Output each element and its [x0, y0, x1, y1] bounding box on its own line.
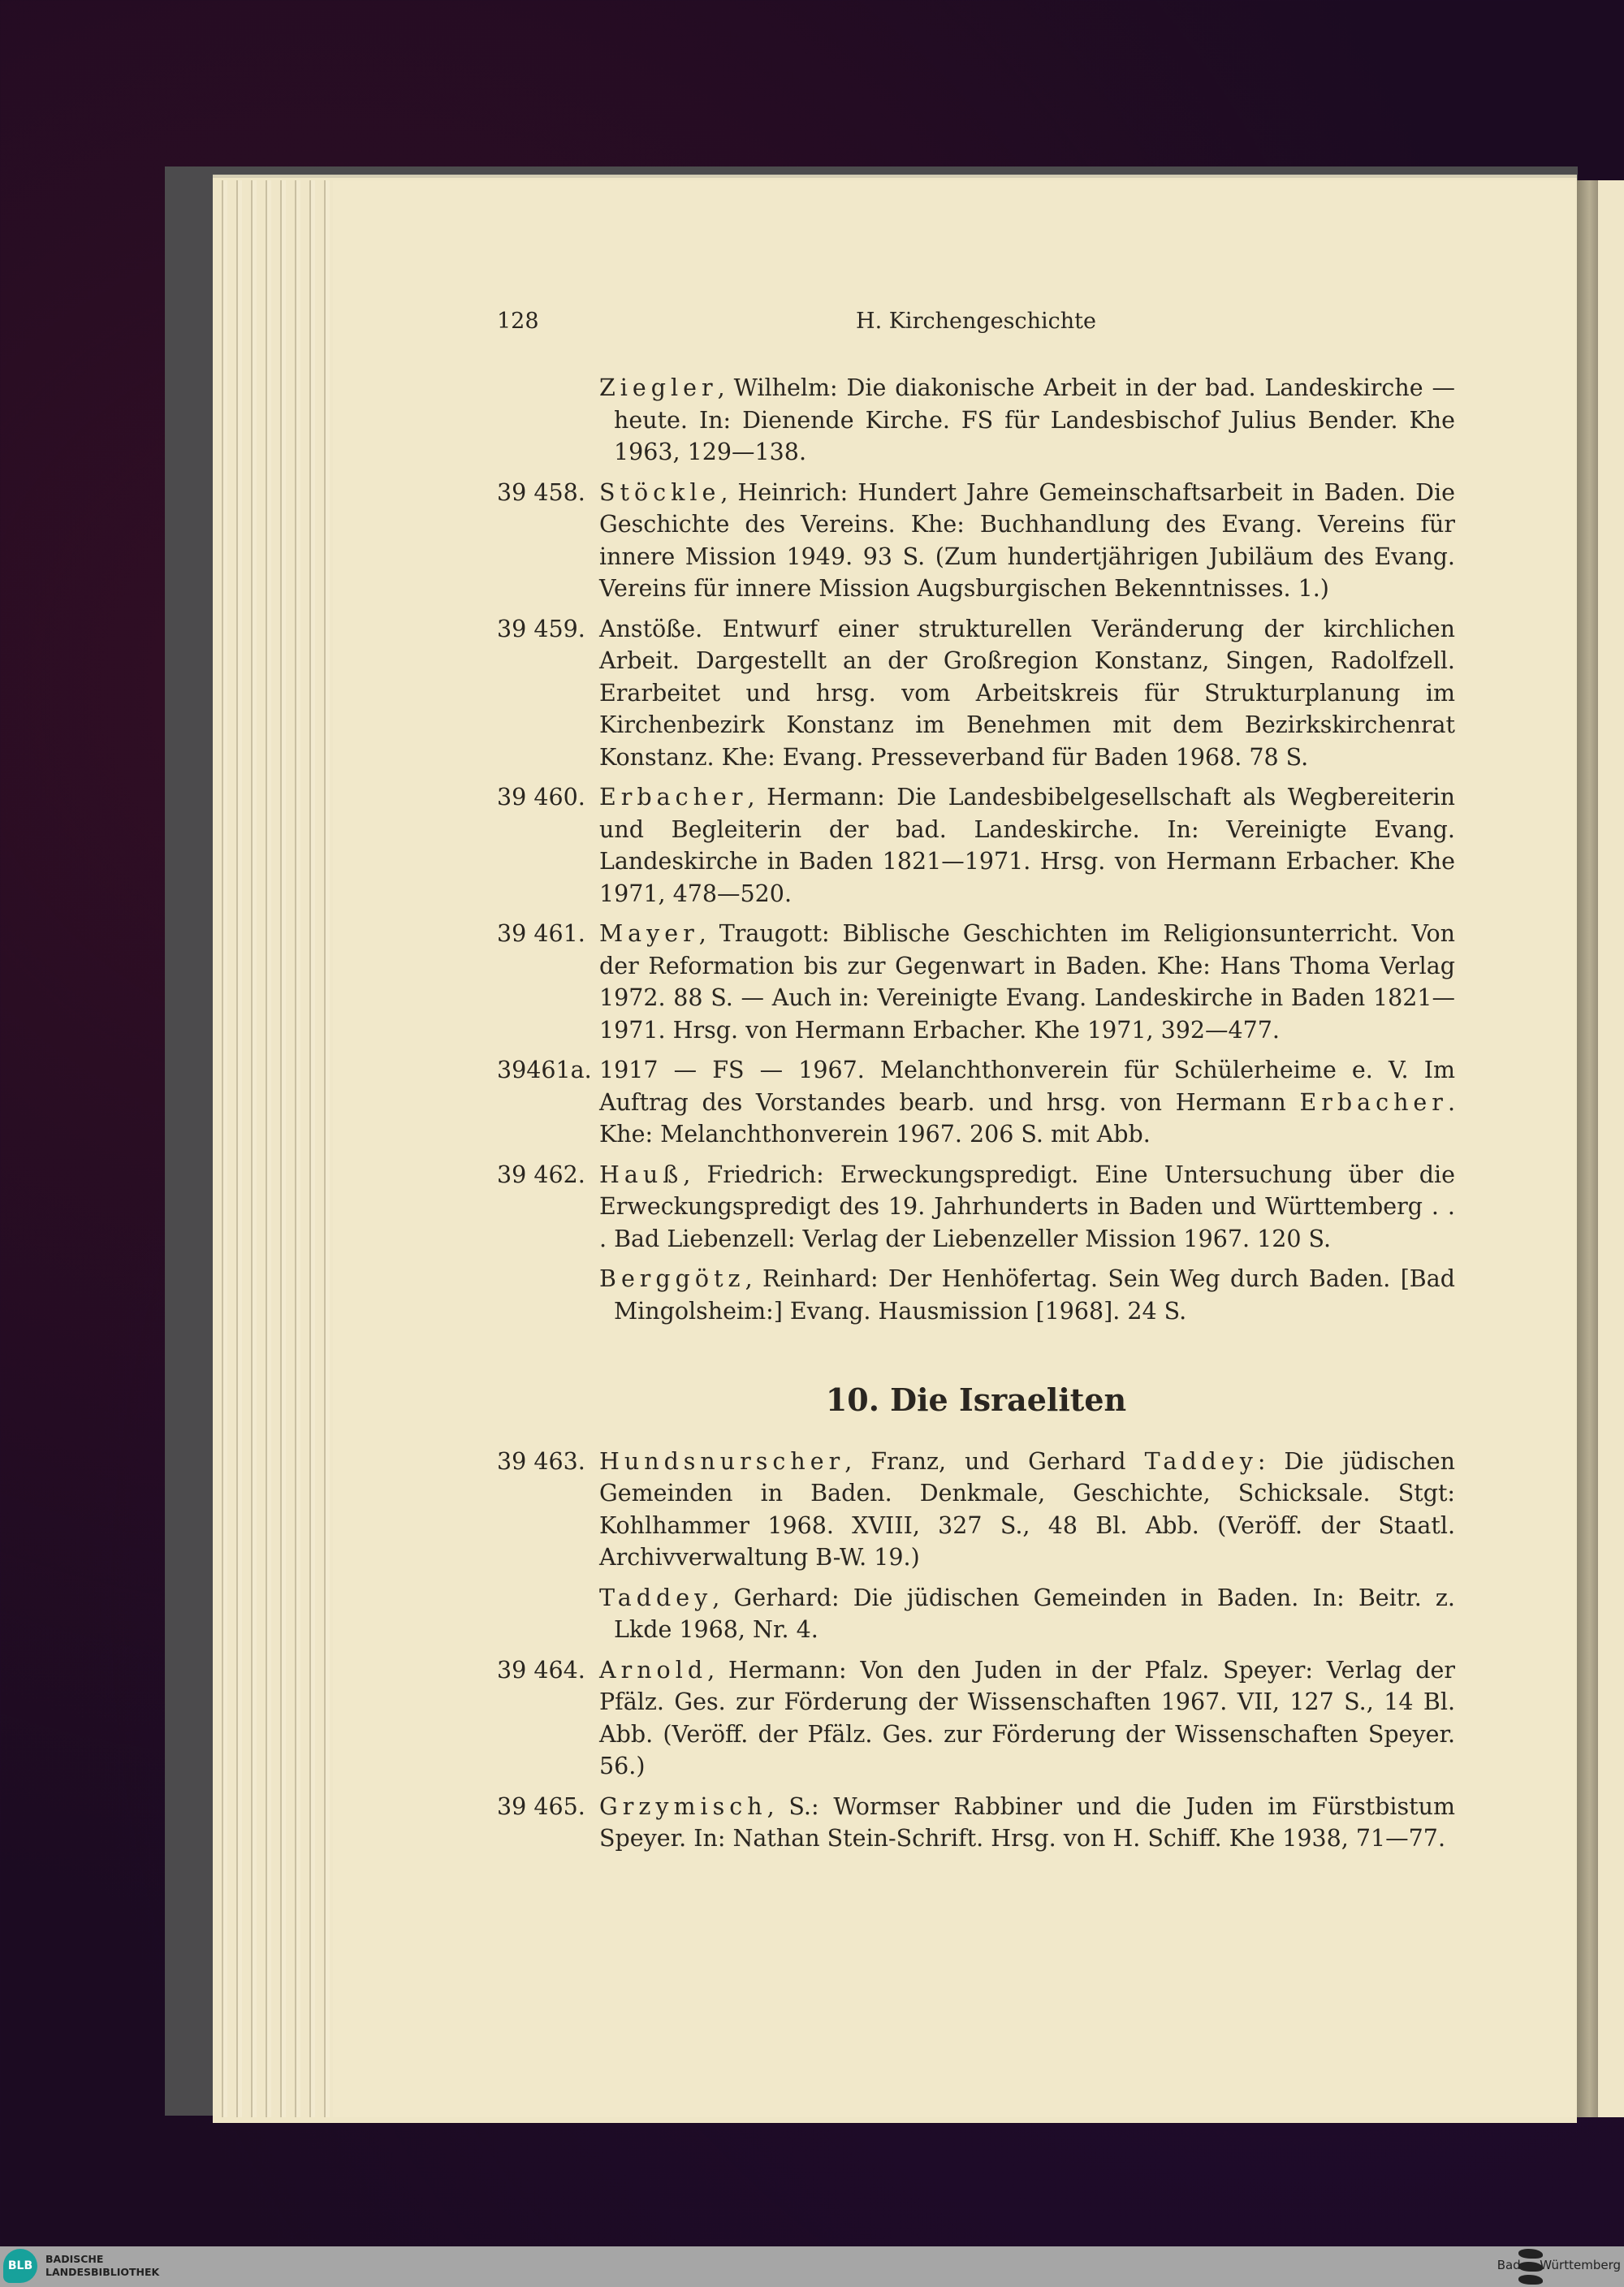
bibliography-list-part1 — [497, 372, 1455, 1327]
bibliography-entry — [497, 1654, 1455, 1783]
entry-text: , Franz, und Gerhard — [844, 1447, 1145, 1475]
entry-text: . Khe: Melanchthonverein 1967. 206 S. mit Abb. — [599, 1088, 1455, 1148]
bibliography-list-part2 — [497, 1446, 1455, 1855]
blb-logo[interactable]: BLB — [3, 2249, 37, 2283]
entry-number: 39 464. — [497, 1656, 585, 1684]
bibliography-entry — [497, 1791, 1455, 1855]
blb-logo-text[interactable] — [45, 2253, 159, 2279]
facing-page-edge — [1598, 180, 1624, 2117]
entry-text: : Die jüdischen Gemeinden in Baden. Denkmale, Geschichte, Schicksale. Stgt: Kohlhammer 1968. XVIII, 327 S., 48 Bl. Abb. (Veröff. der Staatl. Archivverwaltung B-W. 19.) — [599, 1447, 1455, 1571]
entry-number: 39 465. — [497, 1792, 585, 1820]
bibliography-entry — [497, 918, 1455, 1046]
entry-number: 39 463. — [497, 1447, 585, 1475]
lion-icon — [1518, 2275, 1543, 2285]
entry-number: 39 462. — [497, 1161, 585, 1188]
entry-body — [599, 918, 1455, 1046]
entry-number: 39 458. — [497, 478, 585, 506]
entry-number: 39461a. — [497, 1057, 592, 1083]
page-number: 128 — [497, 309, 539, 334]
entry-number: 39 460. — [497, 784, 585, 811]
entry-text: , Heinrich: Hundert Jahre Gemeinschaftsarbeit in Baden. Die Geschichte des Vereins. Khe: Buchhandlung des Evang. Vereins für innere Mission 1949. 93 S. (Zum hundertjährigen Jubiläum des Evang. Vereins für innere Mission Augsburgischen Bekenntnisses. 1.) — [599, 478, 1455, 602]
entry-body — [599, 1654, 1455, 1783]
entry-text: , S.: Wormser Rabbiner und die Juden im Fürstbistum Speyer. In: Nathan Stein-Schrift. Hrsg. von H. Schiff. Khe 1938, 71—77. — [599, 1792, 1455, 1852]
entry-body — [599, 1446, 1455, 1574]
entry-body — [599, 1054, 1455, 1151]
entry-author: Ziegler — [599, 374, 718, 401]
entry-text: , Reinhard: Der Henhöfertag. Sein Weg durch Baden. [Bad Mingolsheim:] Evang. Hausmission [1968]. 24 S. — [614, 1265, 1455, 1325]
entry-text: , Friedrich: Erweckungspredigt. Eine Untersuchung über die Erweckungspredigt des 19. Jahrhunderts in Baden und Württemberg . . . Bad Liebenzell: Verlag der Liebenzeller Mission 1967. 120 S. — [599, 1161, 1455, 1252]
entry-body — [599, 613, 1455, 774]
bibliography-entry — [497, 1159, 1455, 1256]
entry-body — [599, 1263, 1455, 1327]
entry-body — [599, 781, 1455, 910]
page-content — [497, 372, 1455, 1863]
bibliography-entry — [497, 372, 1455, 469]
entry-author: Erbacher — [599, 784, 748, 811]
bibliography-entry — [497, 477, 1455, 605]
entry-text: 1917 — FS — 1967. Melanchthonverein für Schülerheime e. V. Im Auftrag des Vorstandes bearb. und hrsg. von Hermann — [599, 1057, 1455, 1116]
entry-text: , Gerhard: Die jüdischen Gemeinden in Baden. In: Beitr. z. Lkde 1968, Nr. 4. — [614, 1584, 1455, 1643]
bibliography-entry — [497, 781, 1455, 910]
section-title: 10. Die Israeliten — [825, 1381, 1127, 1418]
entry-author: Taddey — [599, 1584, 713, 1611]
bibliography-entry — [497, 1263, 1455, 1327]
entry-body — [599, 1791, 1455, 1855]
bw-logo-text[interactable]: Baden-Württemberg — [1497, 2258, 1621, 2272]
bibliography-entry — [497, 1054, 1455, 1151]
entry-text: , Hermann: Die Landesbibelgesellschaft als Wegbereiterin und Begleiterin der bad. Landeskirche. In: Vereinigte Evang. Landeskirche in Baden 1821—1971. Hrsg. von Hermann Erbacher. Khe 1971, 478—520. — [599, 784, 1455, 907]
book-gutter — [1577, 180, 1598, 2117]
entry-author: Taddey — [1144, 1447, 1258, 1475]
blb-logo-line2: LANDESBIBLIOTHEK — [45, 2266, 160, 2278]
blb-logo-line1: BADISCHE — [45, 2253, 104, 2265]
entry-body — [599, 1159, 1455, 1256]
entry-text: Anstöße. Entwurf einer strukturellen Veränderung der kirchlichen Arbeit. Dargestellt an der Großregion Konstanz, Singen, Radolfzell. Erarbeitet und hrsg. vom Arbeitskreis für Strukturplanung im Kirchenbezirk Konstanz im Benehmen mit dem Bezirkskirchenrat Konstanz. Khe: Evang. Presseverband für Baden 1968. 78 S. — [599, 615, 1455, 771]
entry-author: Mayer — [599, 920, 699, 947]
entry-author: Grzymisch — [599, 1792, 767, 1820]
running-head: H. Kirchengeschichte — [856, 309, 1096, 334]
entry-number: 39 461. — [497, 920, 585, 947]
bibliography-entry — [497, 1582, 1455, 1646]
entry-author: Erbacher — [1299, 1088, 1448, 1116]
page-edges — [213, 180, 333, 2117]
entry-text: , Wilhelm: Die diakonische Arbeit in der bad. Landeskirche — heute. In: Dienende Kirche. FS für Landesbischof Julius Bender. Khe 1963, 129—138. — [614, 374, 1455, 465]
page-header — [497, 309, 1455, 349]
footer-bar — [0, 2246, 1624, 2287]
entry-author: Stöckle — [599, 478, 721, 506]
entry-body — [599, 372, 1455, 469]
entry-author: Hundsnurscher — [599, 1447, 845, 1475]
bibliography-entry — [497, 1446, 1455, 1574]
entry-number: 39 459. — [497, 615, 585, 642]
bibliography-entry — [497, 613, 1455, 774]
entry-text: , Traugott: Biblische Geschichten im Religionsunterricht. Von der Reformation bis zur Gegenwart in Baden. Khe: Hans Thoma Verlag 1972. 88 S. — Auch in: Vereinigte Evang. Landeskirche in Baden 1821—1971. Hrsg. von Hermann Erbacher. Khe 1971, 392—477. — [599, 920, 1455, 1044]
entry-author: Hauß — [599, 1161, 684, 1188]
entry-body — [599, 477, 1455, 605]
entry-author: Berggötz — [599, 1265, 745, 1292]
entry-author: Arnold — [599, 1656, 708, 1684]
entry-body — [599, 1582, 1455, 1646]
entry-text: , Hermann: Von den Juden in der Pfalz. Speyer: Verlag der Pfälz. Ges. zur Förderung der Wissenschaften 1967. VII, 127 S., 14 Bl. Abb. (Veröff. der Pfälz. Ges. zur Förderung der Wissenschaften Speyer. 56.) — [599, 1656, 1455, 1779]
